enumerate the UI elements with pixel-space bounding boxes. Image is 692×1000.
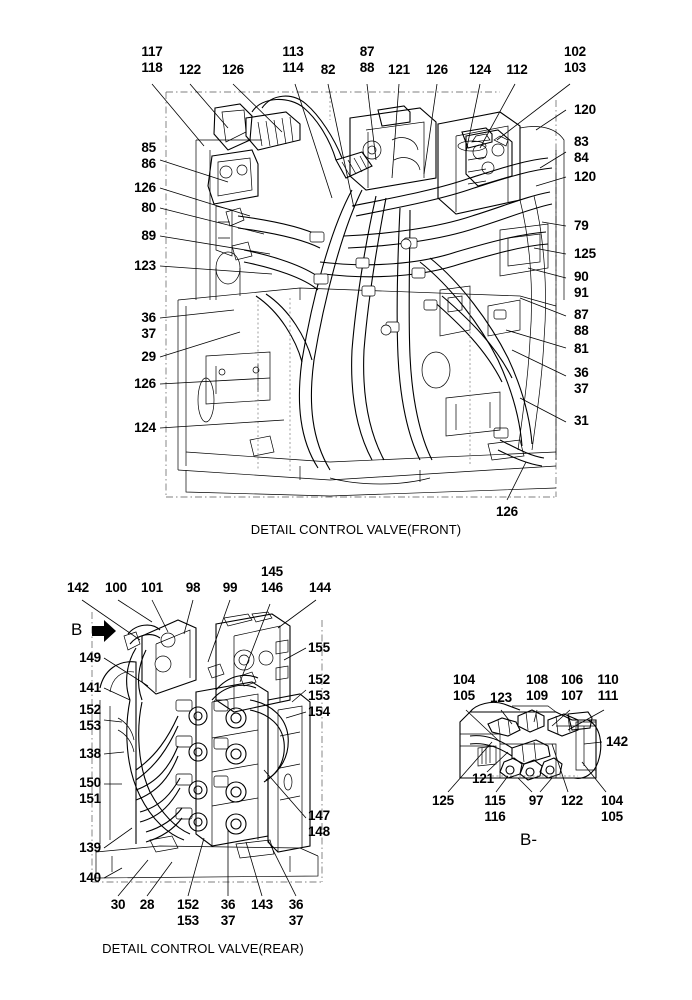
callout-112: 112 <box>506 62 528 77</box>
callout-152-153-bottom: 152 153 <box>177 897 199 928</box>
callout-28: 28 <box>139 897 155 912</box>
callout-124-top: 124 <box>469 62 491 77</box>
callout-110-111: 110 111 <box>597 672 619 703</box>
callout-83-84: 83 84 <box>574 134 589 165</box>
callout-29: 29 <box>141 349 156 364</box>
callout-89: 89 <box>141 228 156 243</box>
callout-125-front: 125 <box>574 246 596 261</box>
callout-145-146: 145 146 <box>261 564 283 595</box>
callout-140: 140 <box>79 870 101 885</box>
callout-141: 141 <box>79 680 101 695</box>
callout-152-153-right: 152 153 <box>308 672 330 703</box>
callout-155: 155 <box>308 640 330 655</box>
callout-143: 143 <box>251 897 273 912</box>
front-view-caption: DETAIL CONTROL VALVE(FRONT) <box>250 522 462 537</box>
callout-113-114: 113 114 <box>282 44 304 75</box>
view-tag-b-dash: B- <box>520 830 537 849</box>
callout-30: 30 <box>110 897 126 912</box>
callout-126-bottom: 126 <box>496 504 518 519</box>
callout-85-86: 85 86 <box>141 140 156 171</box>
callout-123-b: 123 <box>490 690 512 705</box>
callout-124-left: 124 <box>134 420 156 435</box>
callout-122-b: 122 <box>561 793 583 808</box>
callout-144: 144 <box>309 580 331 595</box>
callout-123: 123 <box>134 258 156 273</box>
callout-154: 154 <box>308 704 330 719</box>
callout-126-left-b: 126 <box>134 376 156 391</box>
callout-100: 100 <box>105 580 127 595</box>
callout-36-37-right: 36 37 <box>574 365 589 396</box>
callout-106-107: 106 107 <box>561 672 583 703</box>
callout-142-rear: 142 <box>67 580 89 595</box>
callout-36-37-left: 36 37 <box>141 310 156 341</box>
callout-82: 82 <box>320 62 336 77</box>
view-tag-b: B <box>71 620 83 639</box>
callout-147-148: 147 148 <box>308 808 330 839</box>
callout-108-109: 108 109 <box>526 672 548 703</box>
callout-126-top-b: 126 <box>426 62 448 77</box>
callout-97: 97 <box>528 793 544 808</box>
callout-121: 121 <box>388 62 410 77</box>
callout-121-b: 121 <box>472 771 494 786</box>
callout-122: 122 <box>179 62 201 77</box>
callout-79: 79 <box>574 218 589 233</box>
callout-102-103: 102 103 <box>564 44 586 75</box>
callout-98: 98 <box>185 580 201 595</box>
callout-120-b: 120 <box>574 169 596 184</box>
callout-31: 31 <box>574 413 589 428</box>
callout-117-118: 117 118 <box>141 44 163 75</box>
callout-126-top-a: 126 <box>222 62 244 77</box>
callout-104-105-bottom: 104 105 <box>601 793 623 824</box>
callout-87-88-top: 87 88 <box>359 44 375 75</box>
callout-36-37-bottom-b: 36 37 <box>288 897 304 928</box>
callout-80: 80 <box>141 200 156 215</box>
callout-149: 149 <box>79 650 101 665</box>
rear-view-caption: DETAIL CONTROL VALVE(REAR) <box>102 941 304 956</box>
callout-142-b: 142 <box>606 734 628 749</box>
callout-90-91: 90 91 <box>574 269 589 300</box>
callout-120-a: 120 <box>574 102 596 117</box>
callout-87-88-right: 87 88 <box>574 307 589 338</box>
callout-101: 101 <box>141 580 163 595</box>
callout-150-151: 150 151 <box>79 775 101 806</box>
callout-104-105-top: 104 105 <box>453 672 475 703</box>
callout-126-left-a: 126 <box>134 180 156 195</box>
callout-152-153-left: 152 153 <box>79 702 101 733</box>
callout-81: 81 <box>574 341 589 356</box>
callout-125-b: 125 <box>432 793 454 808</box>
callout-115-116: 115 116 <box>484 793 506 824</box>
callout-139: 139 <box>79 840 101 855</box>
callout-99: 99 <box>222 580 238 595</box>
callout-36-37-bottom-a: 36 37 <box>220 897 236 928</box>
callout-138: 138 <box>79 746 101 761</box>
